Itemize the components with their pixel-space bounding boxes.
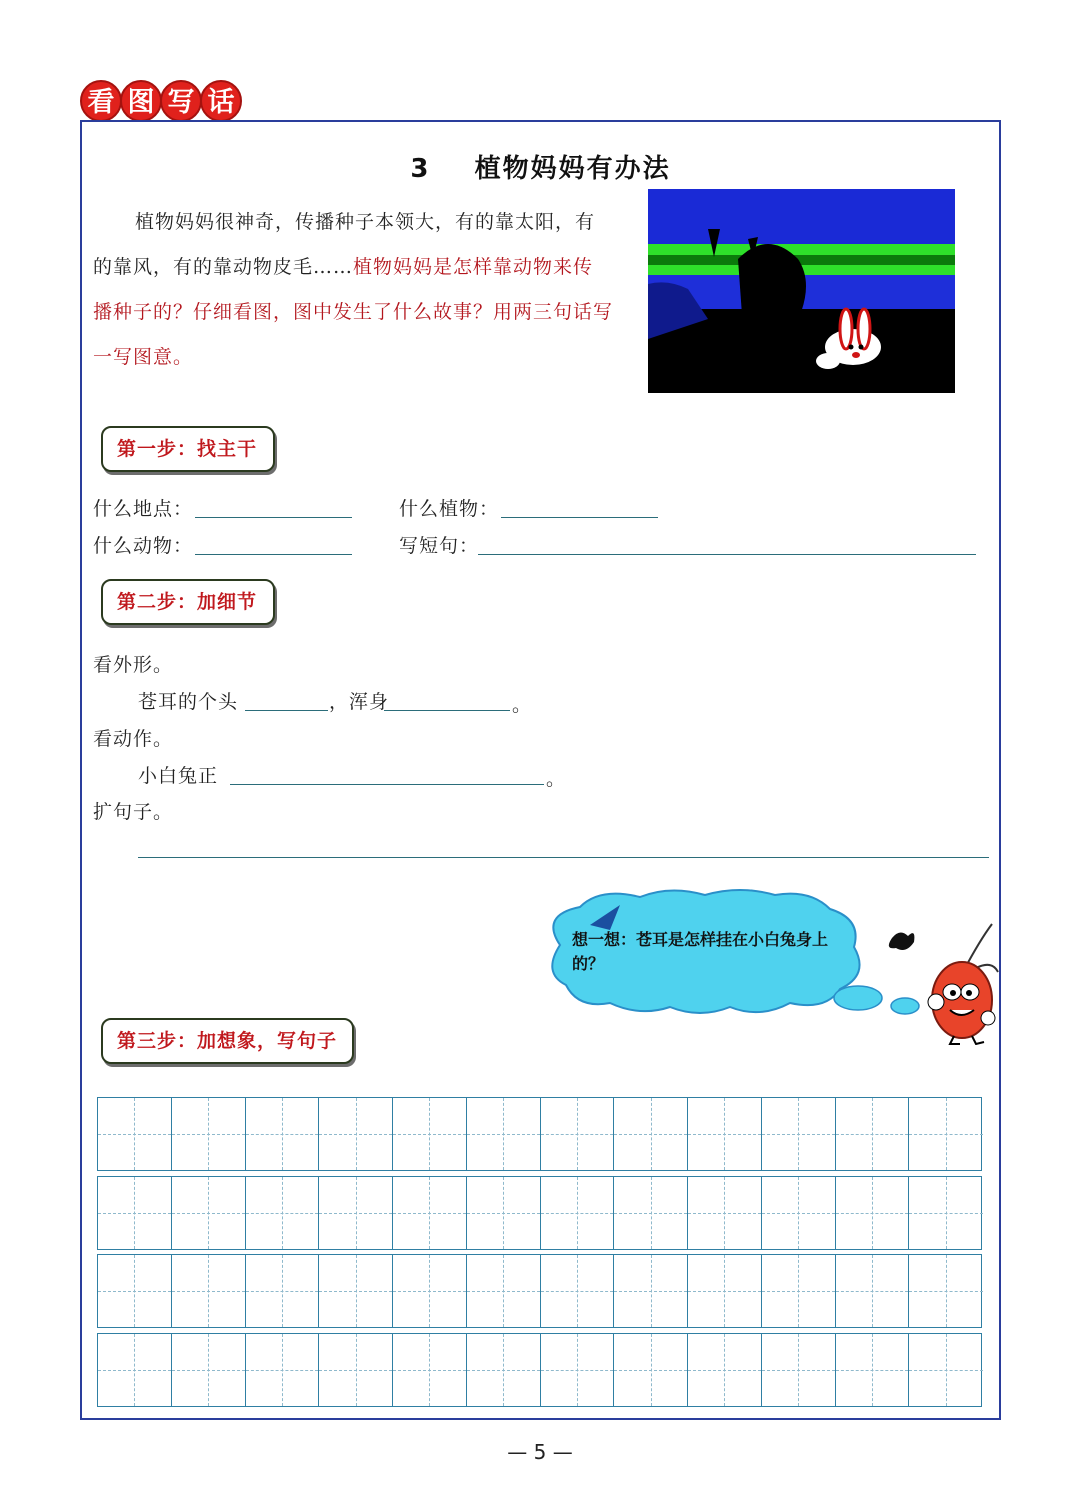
writing-grid-cell[interactable] [836, 1334, 910, 1406]
lesson-name: 植物妈妈有办法 [474, 154, 671, 184]
writing-grid-cell[interactable] [319, 1334, 393, 1406]
writing-grid-cell[interactable] [688, 1334, 762, 1406]
writing-grid-cell[interactable] [762, 1098, 836, 1170]
writing-grid-row [97, 1333, 982, 1407]
place-blank[interactable] [195, 517, 352, 518]
writing-grid-cell[interactable] [246, 1334, 320, 1406]
writing-grid-cell[interactable] [909, 1334, 983, 1406]
body-blank[interactable] [384, 710, 510, 711]
animal-blank[interactable] [195, 554, 352, 555]
writing-grid-cell[interactable] [614, 1334, 688, 1406]
writing-grid-cell[interactable] [319, 1255, 393, 1327]
writing-grid-cell[interactable] [541, 1177, 615, 1249]
writing-grid-cell[interactable] [541, 1098, 615, 1170]
writing-grid-cell[interactable] [836, 1098, 910, 1170]
writing-grid-cell[interactable] [762, 1255, 836, 1327]
writing-grid-cell[interactable] [98, 1334, 172, 1406]
writing-grid-cell[interactable] [172, 1177, 246, 1249]
expand-label: 扩句子。 [93, 801, 174, 823]
lesson-number: 3 [410, 154, 431, 184]
page-number: — 5 — [507, 1440, 573, 1464]
writing-grid-cell[interactable] [541, 1255, 615, 1327]
writing-grid-cell[interactable] [836, 1177, 910, 1249]
writing-grid-cell[interactable] [172, 1334, 246, 1406]
writing-grid-cell[interactable] [836, 1255, 910, 1327]
thought-text: 想一想：苍耳是怎样挂在小白兔身上的？ [572, 930, 829, 973]
writing-grid-cell[interactable] [172, 1098, 246, 1170]
writing-grid-cell[interactable] [467, 1098, 541, 1170]
cartoon-seed-character-icon [880, 920, 1000, 1045]
writing-grid-cell[interactable] [246, 1098, 320, 1170]
writing-grid-cell[interactable] [688, 1098, 762, 1170]
writing-grid-cell[interactable] [467, 1255, 541, 1327]
writing-grid-cell[interactable] [909, 1177, 983, 1249]
writing-grid-cell[interactable] [762, 1334, 836, 1406]
writing-grid-cell[interactable] [688, 1255, 762, 1327]
writing-grid-cell[interactable] [909, 1255, 983, 1327]
step3-title: 第三步：加想象，写句子 [101, 1018, 354, 1064]
writing-grid-cell[interactable] [246, 1177, 320, 1249]
writing-grid-cell[interactable] [541, 1334, 615, 1406]
writing-grid-cell[interactable] [393, 1177, 467, 1249]
plant-blank[interactable] [501, 517, 658, 518]
look-shape-label: 看外形。 [93, 654, 174, 676]
writing-grid-row [97, 1254, 982, 1328]
writing-grid-cell[interactable] [98, 1098, 172, 1170]
step1-title: 第一步：找主干 [101, 426, 275, 472]
intro-paragraph [93, 200, 613, 380]
plant-label: 什么植物： [399, 498, 500, 520]
short-sentence-blank[interactable] [478, 554, 976, 555]
place-label: 什么地点： [93, 498, 194, 520]
writing-grid-cell[interactable] [614, 1255, 688, 1327]
writing-grid-cell[interactable] [393, 1098, 467, 1170]
lesson-title [80, 148, 1001, 185]
writing-grid-row [97, 1176, 982, 1250]
writing-grid-cell[interactable] [172, 1255, 246, 1327]
header-badge-4: 话 [200, 80, 242, 122]
shape-sentence-b: ，浑身 [329, 691, 390, 713]
intro-text: 植物妈妈很神奇，传播种子本领大，有的靠太阳，有的靠风，有的靠动物皮毛…… [93, 211, 596, 278]
writing-grid-cell[interactable] [98, 1255, 172, 1327]
animal-label: 什么动物： [93, 535, 194, 557]
scene-illustration [648, 189, 955, 393]
action-end: 。 [546, 768, 567, 790]
header-badge-1: 看 [80, 80, 122, 122]
short-sentence-label: 写短句： [399, 535, 480, 557]
writing-grid-cell[interactable] [393, 1334, 467, 1406]
shape-end: 。 [512, 694, 533, 716]
header-badge-3: 写 [160, 80, 202, 122]
look-action-label: 看动作。 [93, 728, 174, 750]
shape-sentence-a: 苍耳的个头 [138, 691, 239, 713]
writing-grid-cell[interactable] [319, 1177, 393, 1249]
writing-grid-cell[interactable] [98, 1177, 172, 1249]
writing-grid-cell[interactable] [393, 1255, 467, 1327]
writing-grid-cell[interactable] [246, 1255, 320, 1327]
writing-grid-cell[interactable] [762, 1177, 836, 1249]
writing-grid-cell[interactable] [909, 1098, 983, 1170]
writing-grid-cell[interactable] [614, 1177, 688, 1249]
expand-blank[interactable] [138, 857, 989, 858]
step2-title: 第二步：加细节 [101, 579, 275, 625]
writing-grid-cell[interactable] [614, 1098, 688, 1170]
writing-grid-row [97, 1097, 982, 1171]
header-badge-2: 图 [120, 80, 162, 122]
action-blank[interactable] [230, 784, 544, 785]
writing-grid-cell[interactable] [467, 1177, 541, 1249]
intro-question: 植物妈妈是怎样靠动物来传播种子的？仔细看图，图中发生了什么故事？用两三句话写一写图意。 [93, 256, 614, 368]
action-sentence: 小白兔正 [138, 765, 219, 787]
writing-grid-cell[interactable] [467, 1334, 541, 1406]
writing-grid-cell[interactable] [688, 1177, 762, 1249]
writing-grid-cell[interactable] [319, 1098, 393, 1170]
size-blank[interactable] [245, 710, 328, 711]
